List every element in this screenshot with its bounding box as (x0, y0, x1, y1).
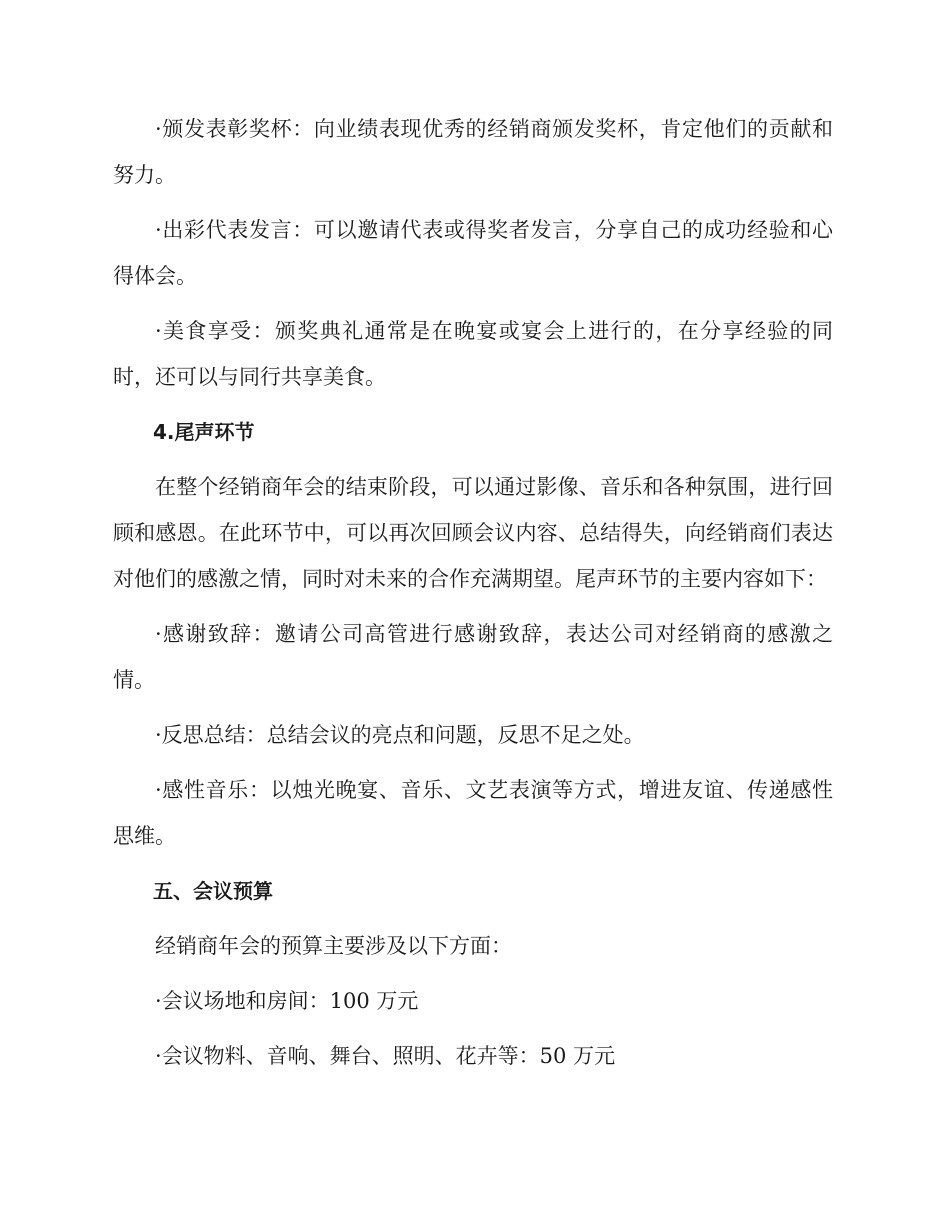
bullet-budget-materials: ·会议物料、音响、舞台、照明、花卉等：50 万元 (155, 1044, 616, 1068)
bullet-budget-venue: ·会议场地和房间：100 万元 (155, 989, 419, 1013)
document-body (113, 106, 833, 1088)
closing-intro-paragraph: 在整个经销商年会的结束阶段，可以通过影像、音乐和各种氛围，进行回顾和感恩。在此环节中，可以再次回顾会议内容、总结得失，向经销商们表达对他们的感激之情，同时对未来的合作充满期望。尾声环节的主要内容如下： (113, 475, 833, 591)
bullet-representative-speech: ·出彩代表发言：可以邀请代表或得奖者发言，分享自己的成功经验和心得体会。 (113, 218, 833, 288)
bullet-food-enjoyment: ·美食享受：颁奖典礼通常是在晚宴或宴会上进行的，在分享经验的同时，还可以与同行共享美食。 (113, 319, 833, 389)
bullet-emotional-music: ·感性音乐：以烛光晚宴、音乐、文艺表演等方式，增进友谊、传递感性思维。 (113, 778, 833, 848)
section-heading-budget: 五、会议预算 (153, 879, 273, 903)
bullet-award-trophy: ·颁发表彰奖杯：向业绩表现优秀的经销商颁发奖杯，肯定他们的贡献和努力。 (113, 117, 833, 187)
budget-intro-paragraph: 经销商年会的预算主要涉及以下方面： (155, 934, 512, 958)
section-heading-closing: 4.尾声环节 (153, 420, 255, 444)
bullet-thanks-speech: ·感谢致辞：邀请公司高管进行感谢致辞，表达公司对经销商的感激之情。 (113, 622, 833, 692)
bullet-reflection-summary: ·反思总结：总结会议的亮点和问题，反思不足之处。 (155, 723, 645, 747)
